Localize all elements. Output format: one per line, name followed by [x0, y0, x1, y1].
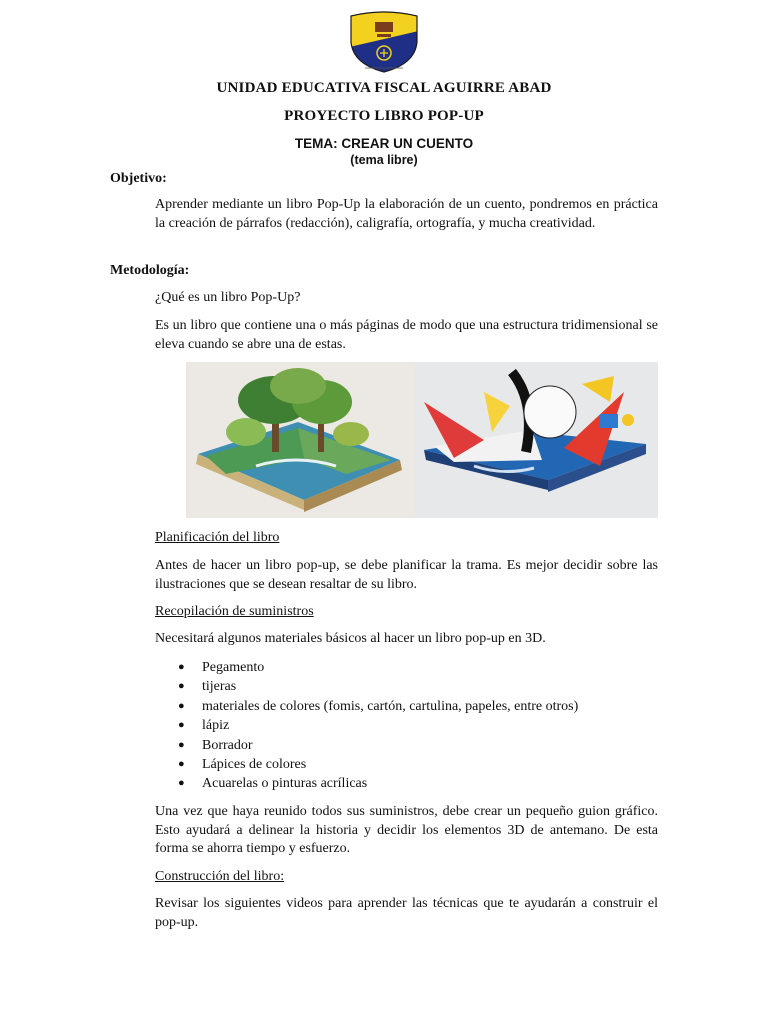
- planning-text: Antes de hacer un libro pop-up, se debe planificar la trama. Es mejor decidir sobre las ilustraciones que se desean resaltar de su libro.: [155, 558, 658, 592]
- list-item-label: materiales de colores (fomis, cartón, cartulina, papeles, entre otros): [202, 698, 579, 714]
- bullet-icon: ●: [178, 719, 185, 732]
- objective-label: Objetivo:: [110, 171, 167, 186]
- methodology-label: Metodología:: [110, 263, 190, 278]
- list-item: [178, 736, 578, 755]
- bullet-icon: ●: [178, 738, 185, 751]
- objective-text: Aprender mediante un libro Pop-Up la elaboración de un cuento, pondremos en práctica la creación de párrafos (redacción), caligrafía, ortografía, y mucha creatividad.: [155, 197, 658, 231]
- bullet-icon: ●: [178, 699, 185, 712]
- list-item-label: Acuarelas o pinturas acrílicas: [202, 776, 368, 792]
- list-item: [178, 755, 578, 774]
- popup-definition: Es un libro que contiene una o más páginas de modo que una estructura tridimensional se eleva cuando se abre una de estas.: [155, 318, 658, 352]
- popup-book-forest-photo: [186, 362, 414, 518]
- popup-book-abstract-photo: [414, 362, 658, 518]
- construction-text: Revisar los siguientes videos para aprender las técnicas que te ayudarán a construir el pop-up.: [155, 896, 658, 930]
- school-crest-logo: [345, 8, 423, 76]
- list-item-label: Lápices de colores: [202, 756, 307, 772]
- project-title-heading: PROYECTO LIBRO POP-UP: [284, 108, 484, 124]
- supplies-intro: Necesitará algunos materiales básicos al hacer un libro pop-up en 3D.: [155, 631, 546, 646]
- list-item: [178, 658, 578, 677]
- theme-heading: TEMA: CREAR UN CUENTO: [294, 136, 474, 151]
- popup-question: ¿Qué es un libro Pop-Up?: [155, 290, 301, 305]
- list-item: [178, 716, 578, 735]
- storyboard-text: Una vez que haya reunido todos sus suministros, debe crear un pequeño guion gráfico. Esto ayudará a delinear la historia y decidir los elementos 3D de antemano. De esta forma se ahorra tiempo y esfuerzo.: [155, 804, 658, 856]
- planning-heading: Planificación del libro: [155, 530, 280, 545]
- list-item-label: tijeras: [202, 679, 237, 695]
- list-item-label: Pegamento: [202, 660, 265, 675]
- list-item: [178, 697, 578, 716]
- supplies-heading: Recopilación de suministros: [155, 604, 314, 619]
- list-item: [178, 774, 578, 793]
- bullet-icon: ●: [178, 661, 185, 673]
- theme-note: (tema libre): [350, 153, 418, 167]
- bullet-icon: ●: [178, 777, 185, 790]
- construction-heading: Construcción del libro:: [155, 869, 285, 884]
- bullet-icon: ●: [178, 680, 185, 693]
- list-item-label: Borrador: [202, 737, 253, 753]
- bullet-icon: ●: [178, 757, 185, 770]
- list-item: [178, 677, 578, 696]
- supplies-list: [178, 658, 578, 794]
- school-name-heading: UNIDAD EDUCATIVA FISCAL AGUIRRE ABAD: [216, 80, 552, 96]
- list-item-label: lápiz: [202, 718, 230, 734]
